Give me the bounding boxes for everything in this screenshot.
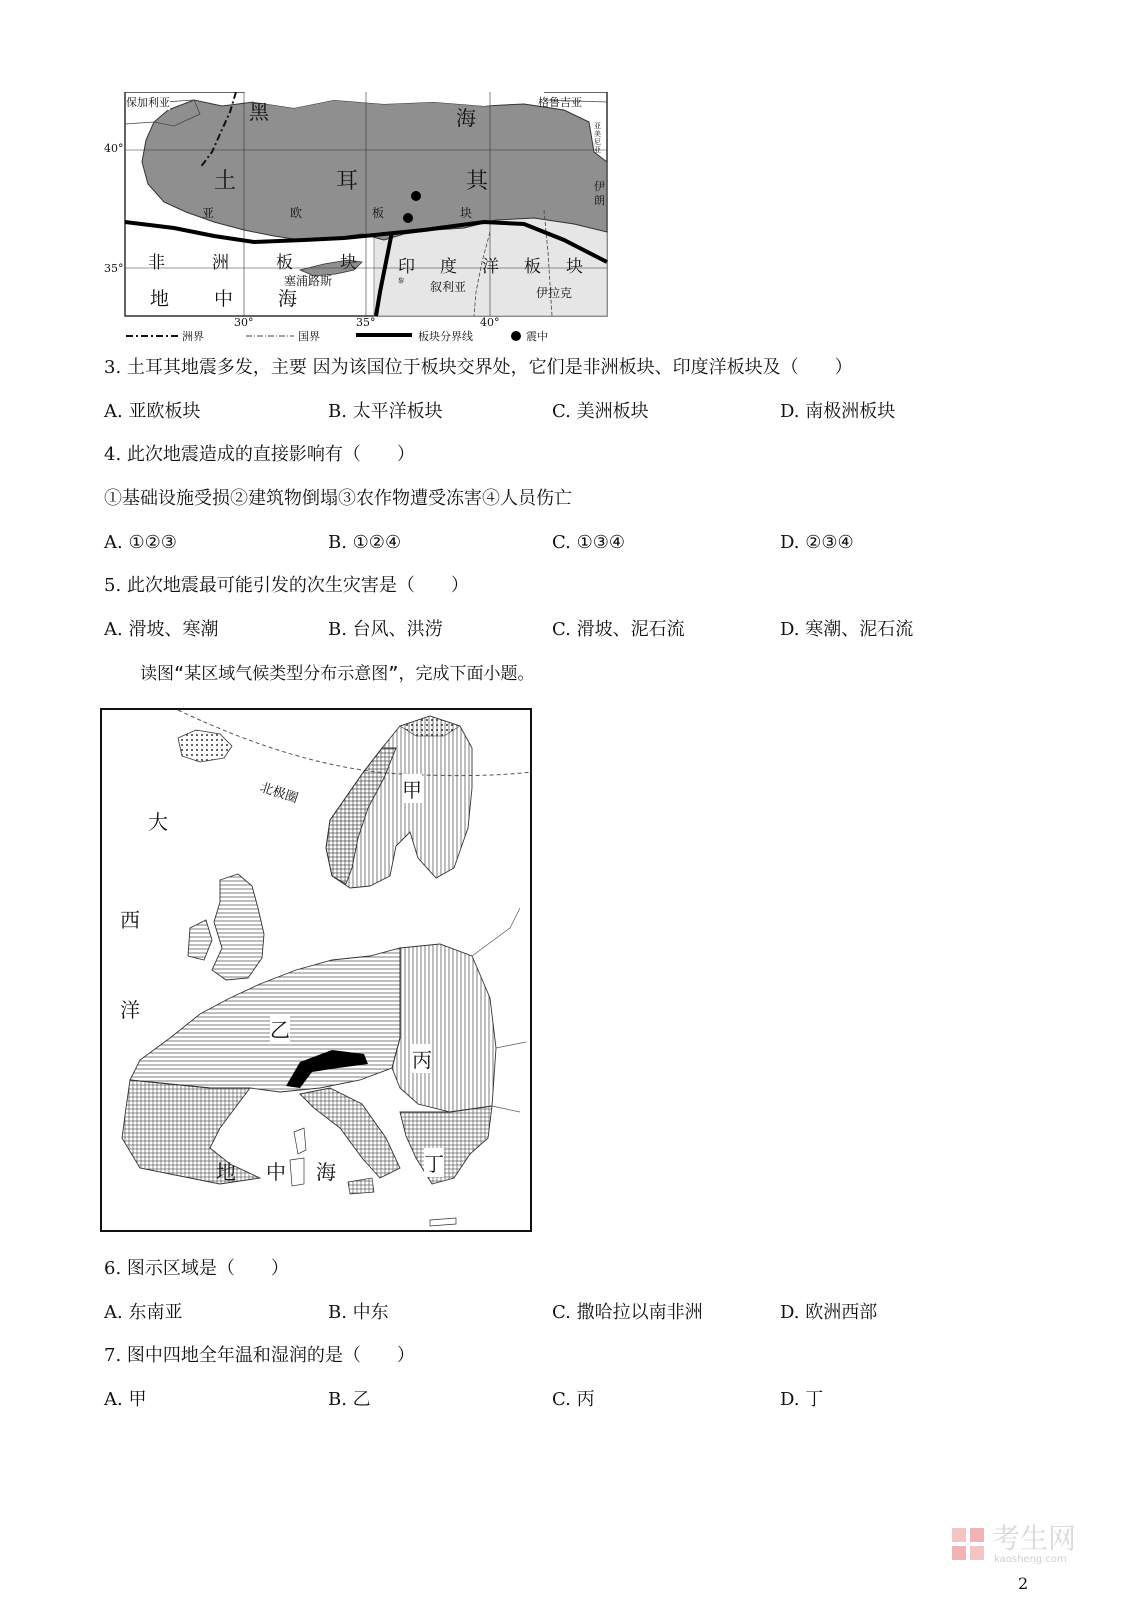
lat-label-35: 35°	[104, 262, 124, 275]
label-atlantic-2: 西	[120, 908, 140, 932]
label-med-sea-3: 海	[316, 1160, 336, 1184]
legend-plate-boundary: 板块分界线	[418, 330, 473, 343]
legend-national-border: 国界	[298, 330, 320, 343]
label-indian-3: 洋	[482, 257, 499, 277]
label-iran-2: 朗	[594, 194, 605, 207]
label-med-3: 海	[278, 288, 298, 310]
q4-option-d[interactable]: D. ②③④	[780, 532, 854, 553]
label-bulgaria: 保加利亚	[126, 96, 170, 109]
label-region-jia: 甲	[402, 774, 422, 803]
q4-option-b[interactable]: B. ①②④	[328, 532, 402, 553]
label-eurasian-1: 亚	[202, 206, 215, 220]
label-african-3: 板	[276, 253, 293, 273]
q7-option-d[interactable]: D. 丁	[780, 1389, 824, 1410]
label-med-sea-1: 地	[216, 1160, 236, 1184]
reading-intro: 读图“某区域气候类型分布示意图”，完成下面小题。	[140, 664, 535, 684]
legend-continent-border: 洲界	[182, 330, 204, 343]
label-med-sea-2: 中	[266, 1160, 286, 1184]
label-region-ding: 丁	[424, 1148, 444, 1177]
label-syria: 叙利亚	[430, 280, 467, 294]
epicenter-dot	[403, 213, 413, 223]
label-indian-1: 印	[398, 257, 415, 277]
q5-option-c[interactable]: C. 滑坡、泥石流	[552, 619, 685, 640]
q6-option-c[interactable]: C. 撒哈拉以南非洲	[552, 1302, 703, 1323]
q3-option-b[interactable]: B. 太平洋板块	[328, 401, 443, 422]
label-atlantic-3: 洋	[120, 998, 140, 1022]
label-african-4: 块	[340, 253, 357, 273]
question-3-stem: 3. 土耳其地震多发，主要 因为该国位于板块交界处，它们是非洲板块、印度洋板块及（ ）	[104, 357, 853, 378]
q6-option-a[interactable]: A. 东南亚	[104, 1302, 183, 1323]
kaosheng-logo-icon	[948, 1524, 988, 1564]
turkey-plate-map	[104, 92, 612, 344]
label-eurasian-2: 欧	[290, 206, 303, 220]
map1-legend	[126, 328, 612, 344]
q3-option-a[interactable]: A. 亚欧板块	[104, 401, 201, 422]
europe-climate-map	[100, 708, 532, 1232]
q5-option-a[interactable]: A. 滑坡、寒潮	[104, 619, 219, 640]
label-turkey-2: 耳	[336, 169, 359, 194]
q5-option-d[interactable]: D. 寒潮、泥石流	[780, 619, 914, 640]
label-indian-4: 板	[524, 257, 541, 277]
label-arctic-circle: 北极圈	[258, 780, 300, 807]
q7-option-a[interactable]: A. 甲	[104, 1389, 147, 1410]
watermark-brand: 考生网	[992, 1522, 1077, 1555]
watermark-url: kaosheng.com	[994, 1554, 1067, 1565]
label-black-sea-2: 海	[456, 106, 476, 130]
label-med-2: 中	[214, 288, 234, 310]
q3-option-c[interactable]: C. 美洲板块	[552, 401, 649, 422]
label-atlantic-1: 大	[148, 810, 168, 834]
question-7-stem: 7. 图中四地全年温和湿润的是（ ）	[104, 1345, 415, 1366]
label-lebanon: 黎	[398, 278, 405, 285]
label-armenia: 亚美尼亚	[594, 122, 601, 154]
label-georgia: 格鲁吉亚	[538, 96, 582, 109]
question-4-stem: 4. 此次地震造成的直接影响有（ ）	[104, 444, 415, 465]
question-6-stem: 6. 图示区域是（ ）	[104, 1258, 289, 1279]
lon-label-30: 30°	[234, 316, 254, 329]
label-turkey-1: 土	[214, 169, 237, 194]
q6-option-d[interactable]: D. 欧洲西部	[780, 1302, 878, 1323]
question-5-stem: 5. 此次地震最可能引发的次生灾害是（ ）	[104, 575, 469, 596]
label-indian-2: 度	[440, 257, 457, 277]
q4-option-c[interactable]: C. ①③④	[552, 532, 625, 553]
question-4-statements: ①基础设施受损②建筑物倒塌③农作物遭受冻害④人员伤亡	[104, 488, 572, 509]
lon-label-40: 40°	[480, 316, 500, 329]
label-med-1: 地	[150, 288, 170, 310]
label-region-yi: 乙	[270, 1014, 290, 1043]
label-african-1: 非	[148, 253, 165, 273]
page-number: 2	[1018, 1574, 1029, 1593]
kaosheng-watermark	[948, 1524, 1098, 1568]
lon-label-35: 35°	[356, 316, 376, 329]
label-region-bing: 丙	[412, 1044, 432, 1073]
q5-option-b[interactable]: B. 台风、洪涝	[328, 619, 443, 640]
legend-epicenter: 震中	[526, 330, 548, 343]
q3-option-d[interactable]: D. 南极洲板块	[780, 401, 896, 422]
label-cyprus: 塞浦路斯	[284, 274, 333, 288]
label-indian-5: 块	[566, 257, 583, 277]
label-black-sea-1: 黑	[249, 100, 269, 124]
lat-label-40: 40°	[104, 142, 124, 155]
label-iraq: 伊拉克	[536, 286, 573, 300]
epicenter-dot	[411, 191, 421, 201]
label-african-2: 洲	[212, 253, 229, 273]
q7-option-b[interactable]: B. 乙	[328, 1389, 371, 1410]
label-eurasian-4: 块	[460, 206, 473, 220]
q6-option-b[interactable]: B. 中东	[328, 1302, 389, 1323]
label-turkey-3: 其	[466, 169, 489, 194]
label-eurasian-3: 板	[372, 206, 385, 220]
label-iran-1: 伊	[594, 180, 605, 193]
q7-option-c[interactable]: C. 丙	[552, 1389, 595, 1410]
q4-option-a[interactable]: A. ①②③	[104, 532, 177, 553]
